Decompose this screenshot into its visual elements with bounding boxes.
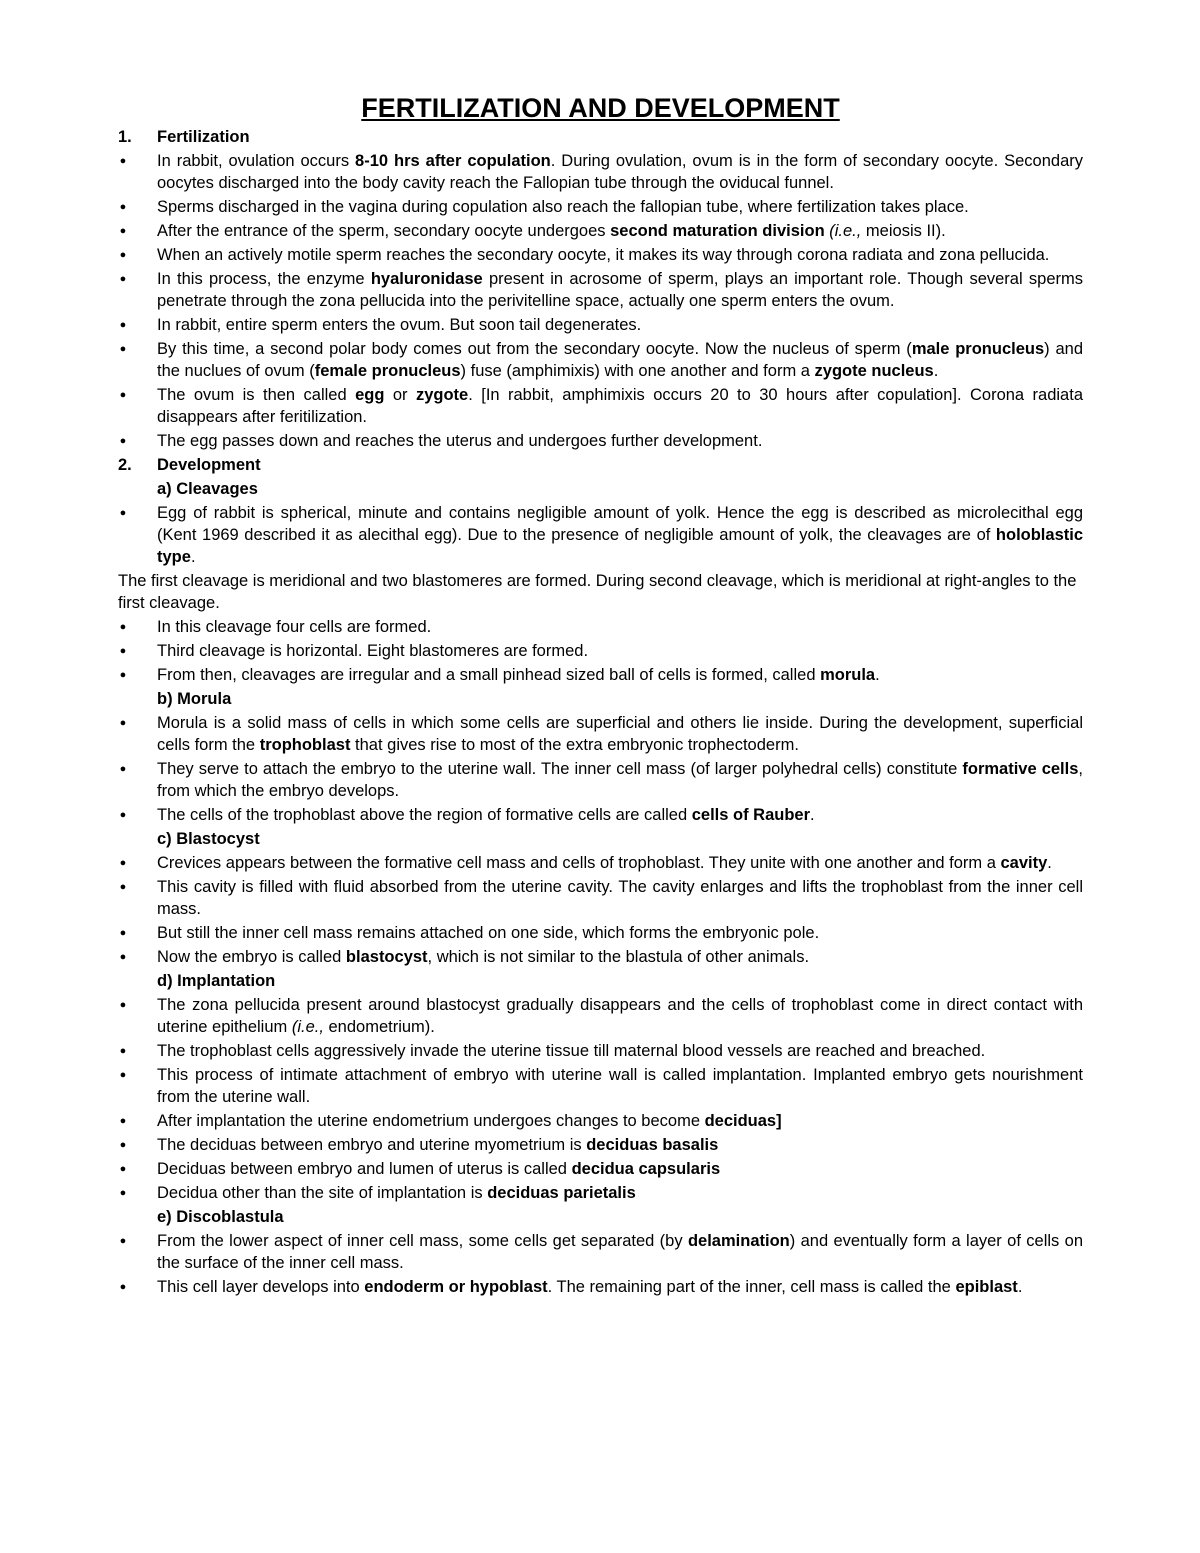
bullet-icon: ● (119, 669, 127, 681)
bullet-icon: ● (119, 1115, 127, 1127)
bullet-icon: ● (119, 1139, 127, 1151)
list-item: ● After the entrance of the sperm, secondary oocyte undergoes second maturation division (i.e., meiosis II). (119, 222, 946, 240)
list-item: ● When an actively motile sperm reaches the secondary oocyte, it makes its way through corona radiata and zona pellucida. (119, 246, 1050, 264)
subheading-blastocyst: c) Blastocyst (157, 830, 260, 848)
document-page (118, 90, 1083, 1300)
section-heading-development (118, 454, 1083, 476)
list-item: ● But still the inner cell mass remains attached on one side, which forms the embryonic pole. (119, 924, 820, 942)
section-title: Development (157, 456, 261, 474)
bullet-icon: ● (119, 435, 127, 447)
list-item: ● Third cleavage is horizontal. Eight blastomeres are formed. (119, 642, 589, 660)
list-item: ● The deciduas between embryo and uterine myometrium is deciduas basalis (119, 1136, 719, 1154)
bullet-icon: ● (119, 951, 127, 963)
list-item: ● In rabbit, entire sperm enters the ovum. But soon tail degenerates. (119, 316, 642, 334)
bullet-icon: ● (119, 225, 127, 237)
list-item: ● This cavity is filled with fluid absorbed from the uterine cavity. The cavity enlarges and lifts the trophoblast from the inner cell mass. (119, 878, 1083, 918)
list-item: ● Now the embryo is called blastocyst, which is not similar to the blastula of other animals. (119, 948, 810, 966)
list-item: ● This process of intimate attachment of embryo with uterine wall is called implantation. Implanted embryo gets nourishment from the uterine wall. (119, 1066, 1083, 1106)
list-item: ● In this cleavage four cells are formed. (119, 618, 432, 636)
section-heading-fertilization (118, 126, 1083, 148)
bullet-icon: ● (119, 155, 127, 167)
list-item: ● Crevices appears between the formative cell mass and cells of trophoblast. They unite with one another and form a cavity. (119, 854, 1052, 872)
bullet-icon: ● (119, 1163, 127, 1175)
list-item: ● Egg of rabbit is spherical, minute and contains negligible amount of yolk. Hence the egg is described as microlecithal egg (Kent 1969 described it as alecithal egg). Due to the presence of negligible amount of yolk, the cleavages are of holoblastic type. (119, 504, 1083, 566)
list-item: ● Decidua other than the site of implantation is deciduas parietalis (119, 1184, 636, 1202)
paragraph: The first cleavage is meridional and two blastomeres are formed. During second cleavage, which is meridional at right-angles to the first cleavage. (118, 572, 1077, 612)
bullet-icon: ● (119, 763, 127, 775)
bullet-icon: ● (119, 857, 127, 869)
list-item: ● From then, cleavages are irregular and a small pinhead sized ball of cells is formed, called morula. (119, 666, 880, 684)
bullet-icon: ● (119, 1281, 127, 1293)
bullet-icon: ● (119, 645, 127, 657)
list-item: ● The trophoblast cells aggressively invade the uterine tissue till maternal blood vessels are reached and breached. (119, 1042, 986, 1060)
list-item: ● In rabbit, ovulation occurs 8-10 hrs after copulation. During ovulation, ovum is in the form of secondary oocyte. Secondary oocytes discharged into the body cavity reach the Fallopian tube through the oviducal funnel. (119, 152, 1083, 192)
list-item: ● After implantation the uterine endometrium undergoes changes to become deciduas] (119, 1112, 782, 1130)
list-item: ● By this time, a second polar body comes out from the secondary oocyte. Now the nucleus of sperm (male pronucleus) and the nuclues of ovum (female pronucleus) fuse (amphimixis) with one another and form a zygote nucleus. (119, 340, 1084, 380)
page-title: FERTILIZATION AND DEVELOPMENT (361, 93, 840, 123)
subheading-implantation: d) Implantation (157, 972, 276, 990)
subheading-morula: b) Morula (157, 690, 232, 708)
bullet-icon: ● (119, 319, 127, 331)
bullet-icon: ● (119, 343, 127, 355)
bullet-icon: ● (119, 881, 127, 893)
bullet-icon: ● (119, 389, 127, 401)
list-item: ● The zona pellucida present around blastocyst gradually disappears and the cells of trophoblast come in direct contact with uterine epithelium (i.e., endometrium). (119, 996, 1083, 1036)
list-item: ● From the lower aspect of inner cell mass, some cells get separated (by delamination) and eventually form a layer of cells on the surface of the inner cell mass. (119, 1232, 1083, 1272)
bullet-icon: ● (119, 201, 127, 213)
section-title: Fertilization (157, 128, 250, 146)
bullet-icon: ● (119, 273, 127, 285)
bullet-icon: ● (119, 1235, 127, 1247)
bullet-icon: ● (119, 249, 127, 261)
list-item: ● Morula is a solid mass of cells in which some cells are superficial and others lie inside. During the development, superficial cells form the trophoblast that gives rise to most of the extra embryonic trophectoderm. (119, 714, 1083, 754)
bullet-icon: ● (119, 1069, 127, 1081)
list-item: ● The ovum is then called egg or zygote. [In rabbit, amphimixis occurs 20 to 30 hours after copulation]. Corona radiata disappears after feritilization. (119, 386, 1083, 426)
bullet-icon: ● (119, 1187, 127, 1199)
bullet-icon: ● (119, 809, 127, 821)
list-item: ● Deciduas between embryo and lumen of uterus is called decidua capsularis (119, 1160, 721, 1178)
bullet-icon: ● (119, 1045, 127, 1057)
section-number: 1. (118, 128, 132, 146)
subheading-cleavages: a) Cleavages (157, 480, 258, 498)
list-item: ● This cell layer develops into endoderm or hypoblast. The remaining part of the inner, cell mass is called the epiblast. (119, 1278, 1023, 1296)
list-item: ● Sperms discharged in the vagina during copulation also reach the fallopian tube, where fertilization takes place. (119, 198, 969, 216)
bullet-icon: ● (119, 507, 127, 519)
section-number: 2. (118, 456, 132, 474)
list-item: ● The egg passes down and reaches the uterus and undergoes further development. (119, 432, 763, 450)
subheading-discoblastula: e) Discoblastula (157, 1208, 284, 1226)
bullet-icon: ● (119, 927, 127, 939)
bullet-icon: ● (119, 999, 127, 1011)
list-item: ● The cells of the trophoblast above the region of formative cells are called cells of Rauber. (119, 806, 815, 824)
bullet-icon: ● (119, 717, 127, 729)
bullet-icon: ● (119, 621, 127, 633)
list-item: ● They serve to attach the embryo to the uterine wall. The inner cell mass (of larger polyhedral cells) constitute formative cells, from which the embryo develops. (119, 760, 1083, 800)
list-item: ● In this process, the enzyme hyaluronidase present in acrosome of sperm, plays an important role. Though several sperms penetrate through the zona pellucida into the perivitelline space, actually one sperm enters the ovum. (119, 270, 1083, 310)
